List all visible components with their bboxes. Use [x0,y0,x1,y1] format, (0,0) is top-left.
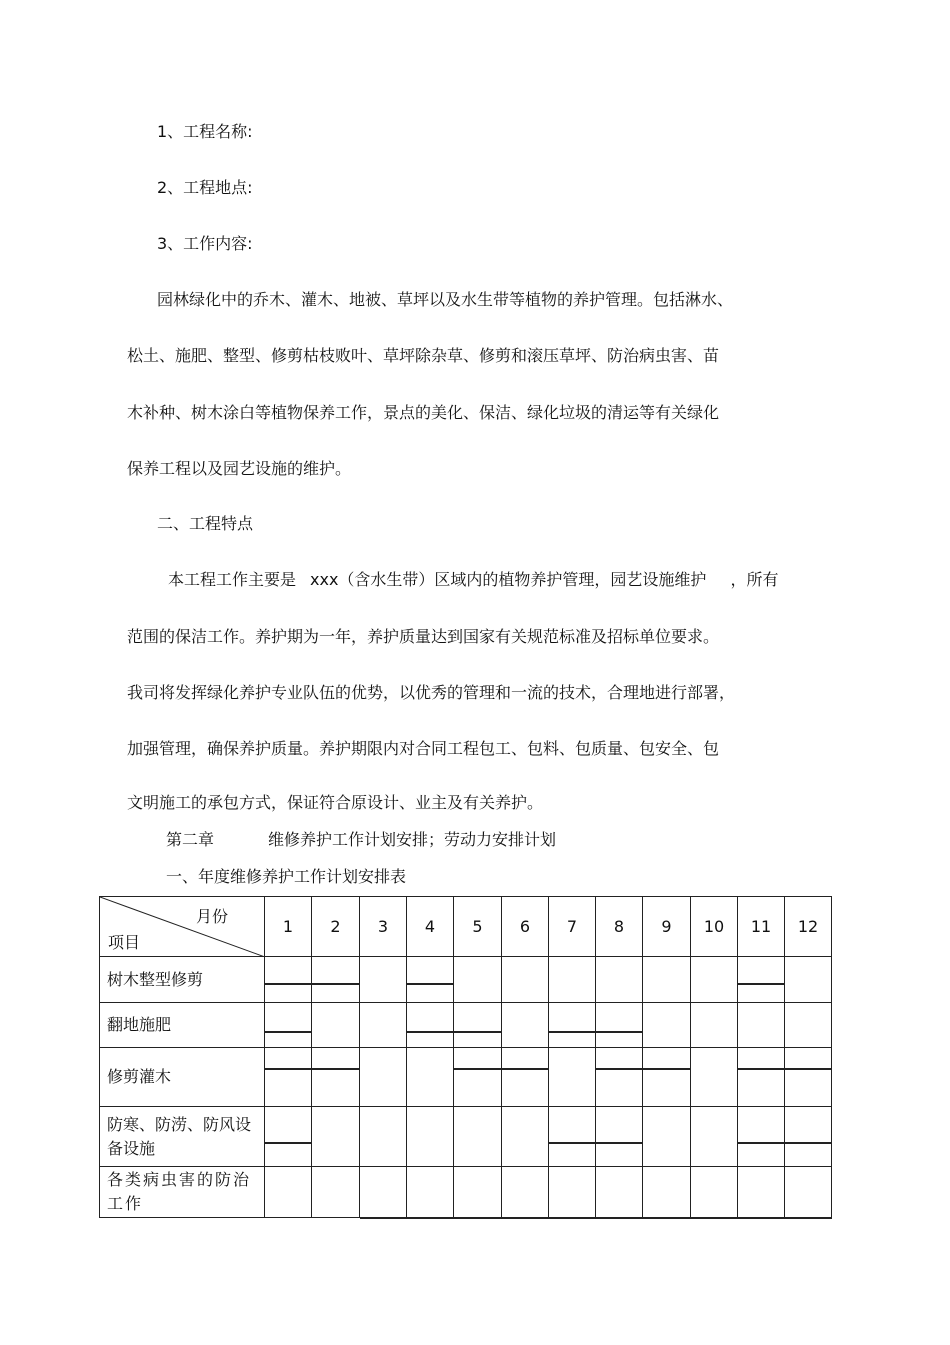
month-cell [691,1167,738,1218]
month-header: 1 [265,897,312,957]
month-cell [265,1048,312,1107]
month-cell [596,1107,643,1167]
schedule-bar [738,1068,785,1070]
corner-cell [100,897,265,957]
features-line-3: 我司将发挥绿化养护专业队伍的优势，以优秀的管理和一流的技术，合理地进行部署， [127,683,736,702]
schedule-bar [265,1031,312,1033]
schedule-bar [360,1217,407,1219]
chapter-number: 第二章 [166,830,215,849]
month-cell [454,1003,502,1048]
month-cell [312,1003,360,1048]
month-cell [596,1048,643,1107]
month-cell [407,1003,454,1048]
month-cell [738,1003,785,1048]
month-cell [785,1107,832,1167]
schedule-bar [691,1217,738,1219]
month-cell [407,1048,454,1107]
month-header: 12 [785,897,832,957]
schedule-bar [643,1068,691,1070]
schedule-bar [454,1217,502,1219]
month-cell [691,957,738,1003]
schedule-bar [549,1142,596,1144]
month-cell [643,1048,691,1107]
month-cell [454,957,502,1003]
features-line-1-part2: xxx（含水生带）区域内的植物养护管理，园艺设施维护 [310,570,707,589]
month-cell [502,1107,549,1167]
month-cell [596,1167,643,1218]
month-header: 4 [407,897,454,957]
schedule-bar [643,1217,691,1219]
month-cell [312,957,360,1003]
features-line-5: 文明施工的承包方式，保证符合原设计、业主及有关养护。 [127,793,544,812]
month-cell [738,957,785,1003]
schedule-bar [454,1031,502,1033]
content-line-1: 园林绿化中的乔木、灌木、地被、草坪以及水生带等植物的养护管理。包括淋水、 [157,290,734,309]
month-cell [738,1048,785,1107]
month-cell [265,1107,312,1167]
schedule-bar [549,1031,596,1033]
schedule-bar [454,1068,502,1070]
schedule-table [99,896,832,1218]
row-label: 修剪灌木 [100,1048,265,1107]
month-cell [360,1003,407,1048]
month-cell [596,957,643,1003]
schedule-bar [265,983,312,985]
features-line-1 [168,570,778,590]
month-cell [454,1048,502,1107]
schedule-bar [596,1068,643,1070]
chapter-title: 维修养护工作计划安排；劳动力安排计划 [268,830,557,849]
month-header: 3 [360,897,407,957]
schedule-bar [502,1068,549,1070]
row-label: 树木整型修剪 [100,957,265,1003]
month-cell [549,1048,596,1107]
content-line-4: 保养工程以及园艺设施的维护。 [127,459,352,478]
month-cell [312,1107,360,1167]
month-cell [360,1167,407,1218]
month-header: 11 [738,897,785,957]
month-cell [549,1003,596,1048]
month-cell [265,1003,312,1048]
schedule-bar [785,1068,832,1070]
month-cell [691,1003,738,1048]
month-cell [502,1003,549,1048]
month-cell [360,1107,407,1167]
features-line-1-part3: ，所有 [730,570,779,589]
month-cell [785,1167,832,1218]
schedule-bar [312,983,360,985]
month-cell [360,957,407,1003]
month-header: 7 [549,897,596,957]
month-cell [407,1107,454,1167]
table-header-row [100,897,832,957]
month-cell [549,1167,596,1218]
month-cell [785,1048,832,1107]
features-line-1-part1: 本工程工作主要是 [168,570,297,589]
month-cell [502,1167,549,1218]
features-line-4: 加强管理，确保养护质量。养护期限内对合同工程包工、包料、包质量、包安全、包 [127,739,720,758]
table-title: 一、年度维修养护工作计划安排表 [166,867,407,886]
month-cell [265,1167,312,1218]
table-row [100,957,832,1003]
schedule-bar [738,1217,785,1219]
month-cell [312,1167,360,1218]
month-cell [549,957,596,1003]
month-cell [360,1048,407,1107]
schedule-bar [596,1142,643,1144]
month-cell [265,957,312,1003]
schedule-bar [312,1068,360,1070]
month-header: 10 [691,897,738,957]
schedule-bar [785,1142,832,1144]
row-label: 各类病虫害的防治工作 [100,1167,265,1218]
month-cell [312,1048,360,1107]
month-cell [785,1003,832,1048]
schedule-bar [265,1142,312,1144]
item-work-content: 3、工作内容: [157,234,253,253]
month-cell [407,1167,454,1218]
month-cell [596,1003,643,1048]
month-header: 9 [643,897,691,957]
table-row [100,1167,832,1218]
section-two-title: 二、工程特点 [157,514,254,533]
month-cell [643,1107,691,1167]
schedule-bar [265,1068,312,1070]
month-cell [454,1107,502,1167]
schedule-bar [407,1031,454,1033]
schedule-bar [407,983,454,985]
month-header: 5 [454,897,502,957]
month-cell [454,1167,502,1218]
month-cell [691,1107,738,1167]
schedule-bar [502,1217,549,1219]
table-row [100,1003,832,1048]
schedule-bar [738,1142,785,1144]
content-line-3: 木补种、树木涂白等植物保养工作，景点的美化、保洁、绿化垃圾的清运等有关绿化 [127,403,720,422]
row-label: 翻地施肥 [100,1003,265,1048]
month-header: 2 [312,897,360,957]
table-row [100,1107,832,1167]
corner-month-label: 月份 [196,907,229,926]
table-row [100,1048,832,1107]
row-label: 防寒、防涝、防风设备设施 [100,1107,265,1167]
schedule-bar [596,1031,643,1033]
month-header: 6 [502,897,549,957]
features-line-2: 范围的保洁工作。养护期为一年，养护质量达到国家有关规范标准及招标单位要求。 [127,627,720,646]
chapter-heading [166,830,556,850]
item-project-name: 1、工程名称: [157,122,253,141]
schedule-bar [738,983,785,985]
corner-item-label: 项目 [108,933,141,952]
month-cell [643,957,691,1003]
schedule-bar [785,1217,832,1219]
month-cell [785,957,832,1003]
month-cell [643,1167,691,1218]
schedule-bar [596,1217,643,1219]
month-cell [738,1107,785,1167]
month-cell [502,957,549,1003]
schedule-bar [407,1217,454,1219]
month-header: 8 [596,897,643,957]
month-cell [502,1048,549,1107]
month-cell [549,1107,596,1167]
month-cell [407,957,454,1003]
month-cell [643,1003,691,1048]
schedule-bar [549,1217,596,1219]
month-cell [691,1048,738,1107]
month-cell [738,1167,785,1218]
content-line-2: 松土、施肥、整型、修剪枯枝败叶、草坪除杂草、修剪和滚压草坪、防治病虫害、苗 [127,346,720,365]
item-project-location: 2、工程地点: [157,178,253,197]
